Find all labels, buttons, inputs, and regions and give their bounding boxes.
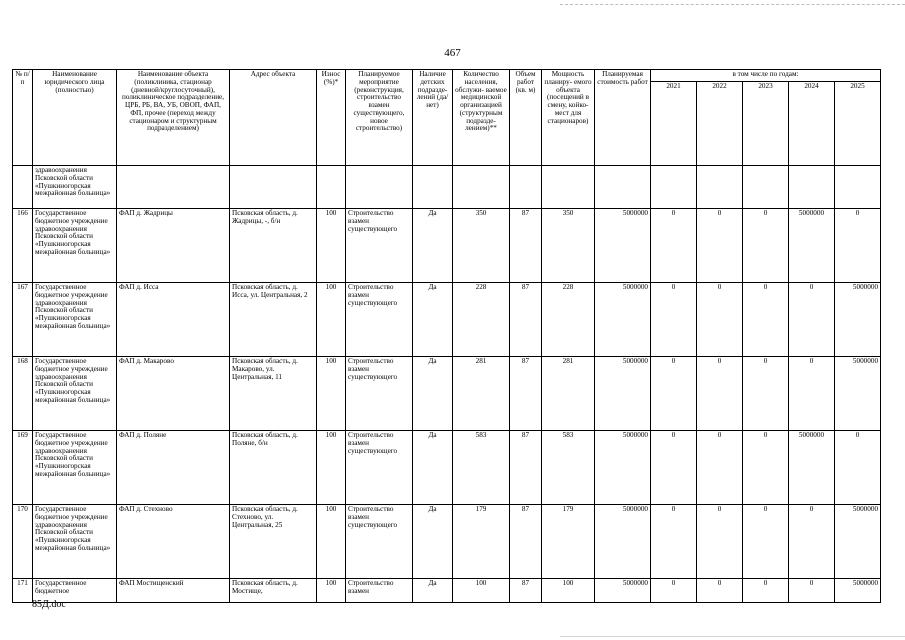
row-2023: 0 <box>743 283 789 357</box>
row-wear: 100 <box>317 579 346 603</box>
row-cost: 5000000 <box>595 505 651 579</box>
row-num: 171 <box>13 579 33 603</box>
row-2025: 5000000 <box>835 579 881 603</box>
row-2023: 0 <box>743 431 789 505</box>
cell-empty <box>13 166 33 209</box>
row-address: Псковская область, д. Макарово, ул. Центральная, 11 <box>230 357 317 431</box>
header-year-2023: 2023 <box>743 82 789 166</box>
row-num: 166 <box>13 209 33 283</box>
cell-empty <box>651 166 697 209</box>
row-population: 350 <box>453 209 510 283</box>
header-planned-event: Планируемое мероприятие (реконструкция, строительство взамен существующего, новое строительство) <box>346 70 413 166</box>
row-population: 100 <box>453 579 510 603</box>
row-address: Псковская область, д. Исса, ул. Центральная, 2 <box>230 283 317 357</box>
row-population: 228 <box>453 283 510 357</box>
row-address: Псковская область, д. Жадрицы, -, б/н <box>230 209 317 283</box>
row-entity: Государственное бюджетное <box>33 579 117 603</box>
row-2024: 0 <box>789 357 835 431</box>
row-2025: 0 <box>835 209 881 283</box>
header-planned-cost: Планируемая стоимость работ <box>595 70 651 166</box>
header-year-2021: 2021 <box>651 82 697 166</box>
row-2024: 0 <box>789 505 835 579</box>
cell-empty <box>835 166 881 209</box>
row-entity: Государственное бюджетное учреждение здравоохранения Псковской области «Пушкиногорская межрайонная больница» <box>33 357 117 431</box>
row-2021: 0 <box>651 209 697 283</box>
row-object: ФАП д. Поляне <box>117 431 230 505</box>
row-capacity: 228 <box>542 283 595 357</box>
row-cost: 5000000 <box>595 579 651 603</box>
cell-empty <box>453 166 510 209</box>
row-cost: 5000000 <box>595 431 651 505</box>
row-2024: 0 <box>789 283 835 357</box>
row-cost: 5000000 <box>595 357 651 431</box>
header-year-2025: 2025 <box>835 82 881 166</box>
scan-top-line <box>560 4 905 5</box>
row-2023: 0 <box>743 357 789 431</box>
header-children-units: Наличие детских подразде- лений (да/нет) <box>413 70 453 166</box>
header-year-2022: 2022 <box>697 82 743 166</box>
data-table <box>12 69 881 603</box>
row-num: 167 <box>13 283 33 357</box>
row-capacity: 179 <box>542 505 595 579</box>
footer-filename: 85Д.doc <box>32 599 66 610</box>
row-2022: 0 <box>697 431 743 505</box>
row-volume: 87 <box>510 505 542 579</box>
row-2022: 0 <box>697 283 743 357</box>
row-2021: 0 <box>651 505 697 579</box>
row-num: 170 <box>13 505 33 579</box>
row-2024: 0 <box>789 579 835 603</box>
cell-empty <box>413 166 453 209</box>
row-event: Строительство взамен существующего <box>346 209 413 283</box>
row-volume: 87 <box>510 431 542 505</box>
row-wear: 100 <box>317 431 346 505</box>
header-population: Количество населения, обслужи- ваемое медицинской организацией (структурным подразде- лением)** <box>453 70 510 166</box>
row-wear: 100 <box>317 505 346 579</box>
row-children: Да <box>413 505 453 579</box>
row-volume: 87 <box>510 579 542 603</box>
row-num: 169 <box>13 431 33 505</box>
row-2022: 0 <box>697 505 743 579</box>
row-2025: 5000000 <box>835 357 881 431</box>
header-legal-entity: Наименование юридического лица (полностью) <box>33 70 117 166</box>
row-population: 179 <box>453 505 510 579</box>
row-capacity: 350 <box>542 209 595 283</box>
cell-empty <box>346 166 413 209</box>
header-num: № п/п <box>13 70 33 166</box>
row-volume: 87 <box>510 357 542 431</box>
scan-bottom-line <box>560 636 905 637</box>
cell-empty <box>542 166 595 209</box>
row-children: Да <box>413 209 453 283</box>
row-entity: Государственное бюджетное учреждение здравоохранения Псковской области «Пушкиногорская межрайонная больница» <box>33 209 117 283</box>
row-2023: 0 <box>743 505 789 579</box>
row-event: Строительство взамен <box>346 579 413 603</box>
cell-empty <box>697 166 743 209</box>
header-address: Адрес объекта <box>230 70 317 166</box>
row-capacity: 281 <box>542 357 595 431</box>
row-2021: 0 <box>651 579 697 603</box>
row-wear: 100 <box>317 357 346 431</box>
row-children: Да <box>413 357 453 431</box>
row-2021: 0 <box>651 431 697 505</box>
row-2024: 5000000 <box>789 431 835 505</box>
row-capacity: 583 <box>542 431 595 505</box>
table-row <box>13 357 881 431</box>
row-object: ФАП д. Стехново <box>117 505 230 579</box>
row-event: Строительство взамен существующего <box>346 283 413 357</box>
header-object-name: Наименование объекта (поликлиника, стационар (дневной/круглосуточный), поликлиническое подразделение, ЦРБ, РБ, ВА, УБ, ОВОП, ФАП, ФП, прочее (переход между стационаром и структурным подразделением) <box>117 70 230 166</box>
row-population: 281 <box>453 357 510 431</box>
continuation-row <box>13 166 881 209</box>
row-2023: 0 <box>743 579 789 603</box>
row-2021: 0 <box>651 283 697 357</box>
row-2024: 5000000 <box>789 209 835 283</box>
row-2021: 0 <box>651 357 697 431</box>
row-2022: 0 <box>697 579 743 603</box>
cell-empty <box>317 166 346 209</box>
row-volume: 87 <box>510 283 542 357</box>
row-object: ФАП д. Жадрицы <box>117 209 230 283</box>
cell-empty <box>743 166 789 209</box>
row-event: Строительство взамен существующего <box>346 505 413 579</box>
row-address: Псковская область, д. Мостище, <box>230 579 317 603</box>
row-entity: Государственное бюджетное учреждение здравоохранения Псковской области «Пушкиногорская межрайонная больница» <box>33 431 117 505</box>
cell-empty <box>595 166 651 209</box>
continuation-entity: здравоохранения Псковской области «Пушкиногорская межрайонная больница» <box>33 166 117 209</box>
header-row-1 <box>13 70 881 82</box>
page-number: 467 <box>444 47 461 59</box>
row-object: ФАП Мостищенский <box>117 579 230 603</box>
row-object: ФАП д. Макарово <box>117 357 230 431</box>
row-2025: 5000000 <box>835 283 881 357</box>
row-children: Да <box>413 283 453 357</box>
row-2025: 0 <box>835 431 881 505</box>
table-row <box>13 505 881 579</box>
row-children: Да <box>413 579 453 603</box>
row-entity: Государственное бюджетное учреждение здравоохранения Псковской области «Пушкиногорская межрайонная больница» <box>33 283 117 357</box>
row-volume: 87 <box>510 209 542 283</box>
row-entity: Государственное бюджетное учреждение здравоохранения Псковской области «Пушкиногорская межрайонная больница» <box>33 505 117 579</box>
cell-empty <box>789 166 835 209</box>
row-address: Псковская область, д. Стехново, ул. Центральная, 25 <box>230 505 317 579</box>
row-object: ФАП д. Исса <box>117 283 230 357</box>
header-capacity: Мощность планиру- емого объекта (посещений в смену, койко-мест для стационаров) <box>542 70 595 166</box>
header-year-2024: 2024 <box>789 82 835 166</box>
row-cost: 5000000 <box>595 209 651 283</box>
header-work-volume: Объем работ (кв. м) <box>510 70 542 166</box>
row-2022: 0 <box>697 209 743 283</box>
row-num: 168 <box>13 357 33 431</box>
row-2023: 0 <box>743 209 789 283</box>
table-row <box>13 431 881 505</box>
row-address: Псковская область, д. Поляне, б/н <box>230 431 317 505</box>
row-population: 583 <box>453 431 510 505</box>
row-event: Строительство взамен существующего <box>346 431 413 505</box>
table-row <box>13 579 881 603</box>
row-2025: 5000000 <box>835 505 881 579</box>
row-2022: 0 <box>697 357 743 431</box>
cell-empty <box>230 166 317 209</box>
cell-empty <box>510 166 542 209</box>
row-capacity: 100 <box>542 579 595 603</box>
row-children: Да <box>413 431 453 505</box>
header-by-years: в том числе по годам: <box>651 70 881 82</box>
row-wear: 100 <box>317 209 346 283</box>
row-wear: 100 <box>317 283 346 357</box>
table-row <box>13 283 881 357</box>
cell-empty <box>117 166 230 209</box>
table-row <box>13 209 881 283</box>
header-wear: Износ (%)* <box>317 70 346 166</box>
row-event: Строительство взамен существующего <box>346 357 413 431</box>
row-cost: 5000000 <box>595 283 651 357</box>
